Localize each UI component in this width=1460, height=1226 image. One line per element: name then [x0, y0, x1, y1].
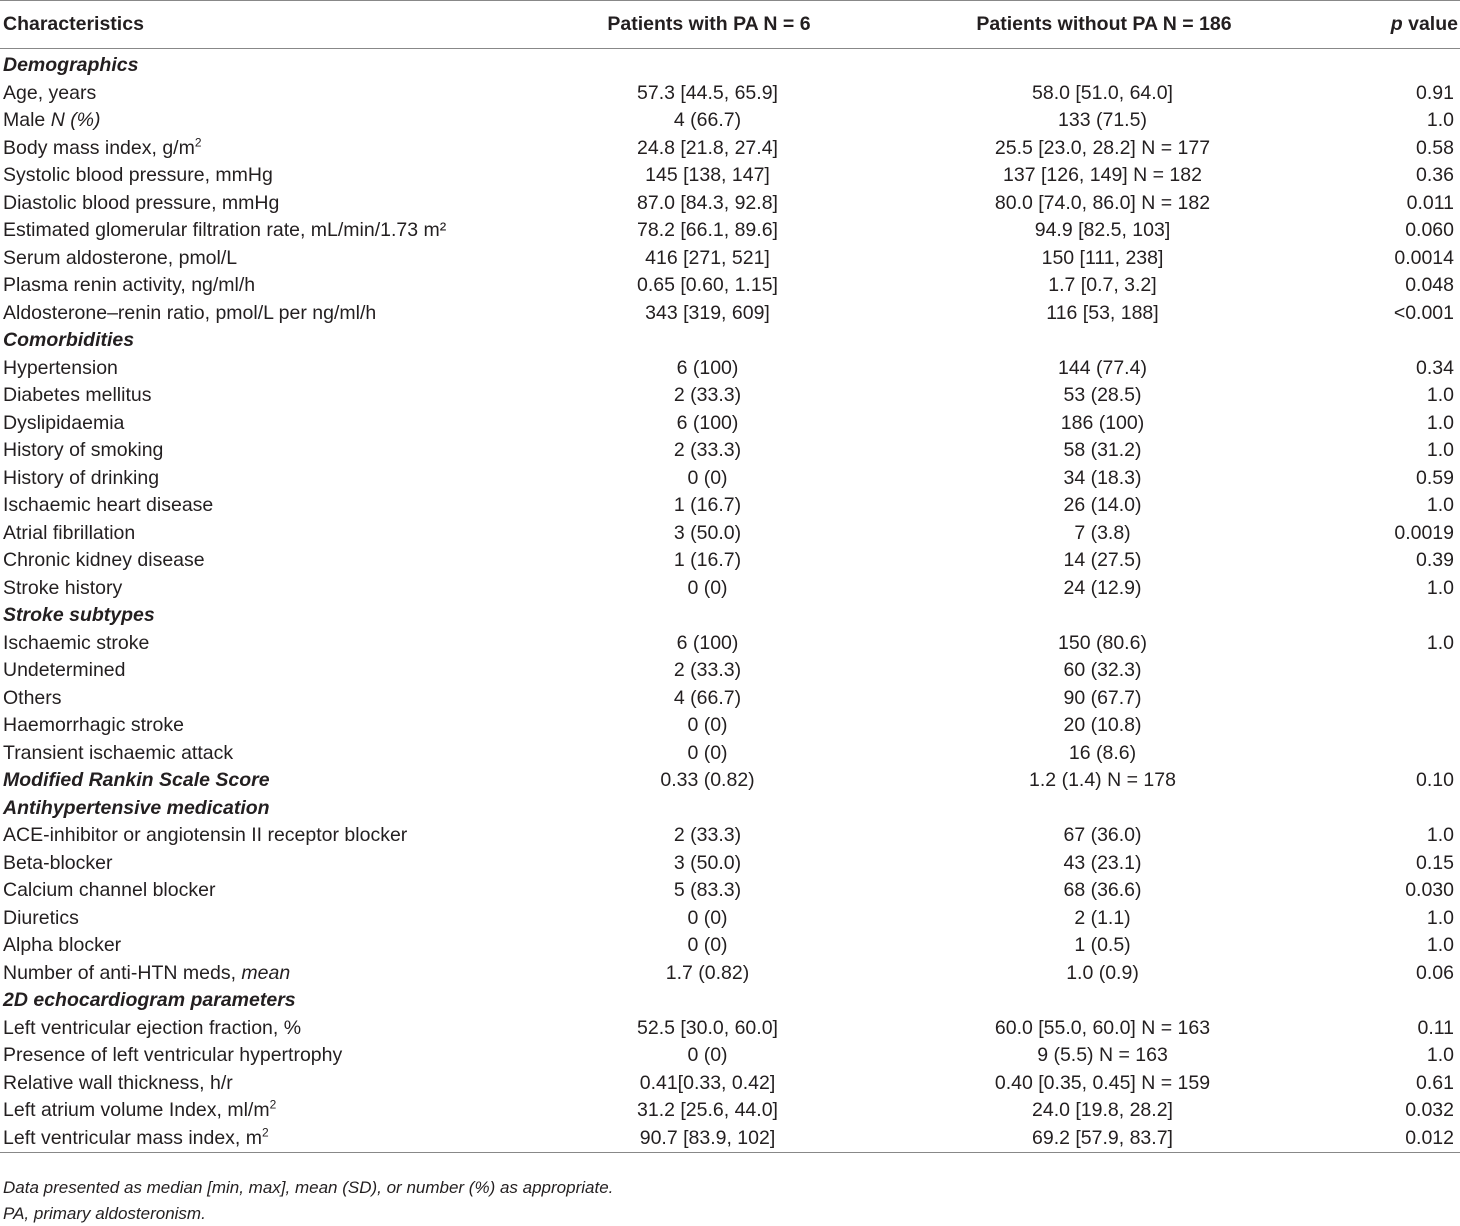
row-label-text: Hypertension	[3, 356, 118, 379]
table-row	[0, 1070, 1460, 1098]
p-value: 0.011	[1406, 191, 1454, 214]
p-value	[1355, 327, 1460, 355]
row-label-text: Antihypertensive medication	[3, 796, 270, 819]
table-row	[0, 382, 1460, 410]
row-label-text: Relative wall thickness, h/r	[3, 1071, 233, 1094]
header-p-italic: p	[1390, 13, 1403, 35]
table-row	[0, 80, 1460, 108]
with-pa-value: 343 [319, 609]	[645, 301, 770, 324]
without-pa-value: 90 (67.7)	[1063, 686, 1142, 709]
without-pa-value: 0.40 [0.35, 0.45] N = 159	[994, 1071, 1211, 1094]
table-row	[0, 190, 1460, 218]
row-label-superscript: 2	[262, 1125, 269, 1139]
p-value	[1355, 712, 1460, 740]
header-characteristics: Characteristics	[0, 1, 565, 49]
with-pa-value: 0 (0)	[687, 714, 728, 736]
p-value: 0.032	[1405, 1099, 1454, 1121]
section-row	[0, 602, 1460, 630]
row-label-text: Stroke history	[3, 576, 123, 599]
row-label	[0, 575, 565, 603]
header-without-pa: Patients without PA N = 186	[850, 1, 1355, 49]
table-body	[0, 49, 1460, 1153]
without-pa-value: 80.0 [74.0, 86.0] N = 182	[994, 191, 1211, 214]
with-pa-value: 2 (33.3)	[673, 384, 742, 406]
with-pa-value	[565, 795, 850, 823]
p-value: 0.58	[1416, 136, 1454, 159]
with-pa-value: 6 (100)	[676, 411, 739, 434]
with-pa-value: 5 (83.3)	[673, 879, 742, 901]
p-value: 1.0	[1426, 439, 1454, 461]
table-row	[0, 245, 1460, 273]
without-pa-value: 53 (28.5)	[1063, 384, 1142, 406]
row-label-text: Age, years	[3, 81, 97, 104]
with-pa-value: 90.7 [83.9, 102]	[565, 1125, 850, 1153]
p-value: 1.0	[1426, 384, 1454, 406]
row-label-text: Undetermined	[3, 659, 126, 681]
p-value	[1355, 987, 1460, 1015]
p-value: 0.59	[1416, 466, 1454, 489]
without-pa-value: 116 [53, 188]	[1046, 301, 1159, 324]
table-row	[0, 272, 1460, 300]
with-pa-value: 4 (66.7)	[673, 109, 742, 131]
row-label-text: Comorbidities	[3, 329, 135, 351]
row-label	[0, 850, 565, 878]
with-pa-value: 0.41[0.33, 0.42]	[639, 1071, 776, 1094]
row-label-text: Left ventricular mass index, m	[3, 1126, 263, 1149]
section-row	[0, 49, 1460, 80]
row-label-text: Demographics	[3, 54, 139, 76]
row-label	[0, 382, 565, 410]
p-value: 1.0	[1426, 906, 1454, 929]
with-pa-value: 0 (0)	[687, 934, 728, 956]
row-label	[0, 410, 565, 438]
table-row	[0, 107, 1460, 135]
without-pa-value: 14 (27.5)	[1063, 549, 1142, 571]
row-label-text: Modified Rankin Scale Score	[3, 769, 270, 791]
p-value: 1.0	[1426, 1044, 1454, 1066]
with-pa-value: 6 (100)	[676, 356, 739, 379]
table-row	[0, 1097, 1460, 1125]
with-pa-value: 2 (33.3)	[673, 659, 742, 681]
p-value: 1.0	[1426, 411, 1454, 434]
row-label-text: Body mass index, g/m	[3, 136, 195, 159]
row-label	[0, 960, 565, 988]
without-pa-value: 150 (80.6)	[1058, 631, 1147, 654]
with-pa-value	[565, 49, 850, 80]
row-label	[0, 80, 565, 108]
without-pa-value: 58 (31.2)	[1063, 439, 1142, 461]
header-with-pa: Patients with PA N = 6	[565, 1, 850, 49]
table-row	[0, 905, 1460, 933]
row-label-text: Calcium channel blocker	[3, 879, 216, 901]
p-value: 0.15	[1416, 851, 1454, 874]
row-label-text: Estimated glomerular filtration rate, mL/min/1.73 m²	[3, 219, 447, 241]
table-row	[0, 960, 1460, 988]
row-label	[0, 135, 565, 163]
with-pa-value: 0.33 (0.82)	[660, 769, 755, 791]
without-pa-value: 186 (100)	[1060, 411, 1145, 434]
row-label	[0, 355, 565, 383]
without-pa-value: 24.0 [19.8, 28.2]	[1032, 1099, 1173, 1121]
without-pa-value: 20 (10.8)	[1063, 714, 1142, 736]
row-label-text: Diuretics	[3, 906, 79, 929]
without-pa-value	[850, 49, 1355, 80]
with-pa-value: 6 (100)	[676, 631, 739, 654]
without-pa-value: 1 (0.5)	[1074, 934, 1131, 956]
without-pa-value: 150 [111, 238]	[1041, 246, 1164, 269]
without-pa-value: 58.0 [51.0, 64.0]	[1032, 81, 1173, 104]
without-pa-value: 43 (23.1)	[1063, 851, 1142, 874]
with-pa-value: 4 (66.7)	[673, 686, 742, 709]
p-value: 0.0019	[1394, 521, 1454, 544]
row-label-text: Beta-blocker	[3, 851, 113, 874]
row-label	[0, 905, 565, 933]
with-pa-value: 1.7 (0.82)	[665, 961, 750, 984]
with-pa-value: 0 (0)	[687, 576, 728, 599]
table-row	[0, 630, 1460, 658]
section-heading	[0, 795, 565, 823]
row-label-text: History of drinking	[3, 466, 160, 489]
table-row	[0, 877, 1460, 905]
row-label-text: ACE-inhibitor or angiotensin II receptor blocker	[3, 824, 408, 846]
table-row	[0, 932, 1460, 960]
p-value: 0.048	[1405, 274, 1454, 296]
row-label	[0, 1125, 565, 1153]
row-label-italic: N (%)	[50, 109, 101, 131]
p-value	[1355, 740, 1460, 768]
with-pa-value: 2 (33.3)	[673, 439, 742, 461]
p-value	[1355, 49, 1460, 80]
without-pa-value	[850, 795, 1355, 823]
with-pa-value: 1 (16.7)	[673, 494, 742, 516]
row-label-text: Others	[3, 686, 62, 709]
p-value: 0.012	[1355, 1125, 1460, 1153]
table-row	[0, 822, 1460, 850]
table-row	[0, 437, 1460, 465]
row-label-text: History of smoking	[3, 439, 164, 461]
table-row	[0, 1042, 1460, 1070]
table-row	[0, 740, 1460, 768]
p-value: 0.10	[1416, 769, 1454, 791]
row-label	[0, 107, 565, 135]
row-label-text: Ischaemic stroke	[3, 631, 150, 654]
without-pa-value: 60 (32.3)	[1063, 659, 1142, 681]
with-pa-value: 57.3 [44.5, 65.9]	[637, 81, 778, 104]
row-label-text: Aldosterone–renin ratio, pmol/L per ng/ml/h	[3, 301, 377, 324]
without-pa-value: 2 (1.1)	[1074, 906, 1131, 929]
table-row	[0, 465, 1460, 493]
without-pa-value: 24 (12.9)	[1063, 576, 1142, 599]
table-row	[0, 1015, 1460, 1043]
with-pa-value: 416 [271, 521]	[645, 246, 770, 269]
without-pa-value	[850, 327, 1355, 355]
row-label	[0, 190, 565, 218]
row-label-text: Number of anti-HTN meds,	[3, 961, 242, 984]
row-label-superscript: 2	[269, 1097, 277, 1112]
with-pa-value: 24.8 [21.8, 27.4]	[637, 136, 778, 159]
row-label-text: Diabetes mellitus	[3, 384, 152, 406]
row-label-text: Alpha blocker	[3, 934, 122, 956]
row-label	[0, 492, 565, 520]
with-pa-value	[565, 987, 850, 1015]
without-pa-value: 60.0 [55.0, 60.0] N = 163	[994, 1016, 1211, 1039]
row-label	[0, 272, 565, 300]
header-row	[0, 1, 1460, 49]
row-label	[0, 465, 565, 493]
without-pa-value: 133 (71.5)	[1058, 109, 1147, 131]
table-row	[0, 520, 1460, 548]
section-row	[0, 767, 1460, 795]
p-value: 0.34	[1416, 356, 1454, 379]
row-label-text: Haemorrhagic stroke	[3, 714, 184, 736]
with-pa-value: 31.2 [25.6, 44.0]	[637, 1099, 778, 1121]
row-label	[0, 1097, 565, 1125]
p-value: 0.91	[1416, 81, 1454, 104]
without-pa-value: 69.2 [57.9, 83.7]	[850, 1125, 1355, 1153]
table-row	[0, 355, 1460, 383]
p-value: 0.11	[1417, 1016, 1454, 1039]
p-value	[1355, 602, 1460, 630]
without-pa-value: 9 (5.5) N = 163	[1037, 1044, 1168, 1066]
with-pa-value: 1 (16.7)	[673, 549, 742, 571]
table-row	[0, 300, 1460, 328]
row-label-text: Systolic blood pressure, mmHg	[3, 164, 273, 186]
row-label	[0, 547, 565, 575]
with-pa-value: 0 (0)	[687, 741, 728, 764]
with-pa-value: 2 (33.3)	[673, 824, 742, 846]
row-label	[0, 520, 565, 548]
p-value: 0.61	[1416, 1071, 1454, 1094]
row-label	[0, 245, 565, 273]
section-heading	[0, 327, 565, 355]
with-pa-value: 145 [138, 147]	[645, 164, 770, 186]
with-pa-value	[565, 602, 850, 630]
table-row	[0, 547, 1460, 575]
table-row	[0, 162, 1460, 190]
table-row	[0, 712, 1460, 740]
table-row	[0, 410, 1460, 438]
without-pa-value	[850, 602, 1355, 630]
section-row	[0, 327, 1460, 355]
row-label	[0, 685, 565, 713]
without-pa-value: 94.9 [82.5, 103]	[1034, 219, 1171, 241]
row-label-italic: mean	[241, 961, 291, 984]
p-value: 0.030	[1405, 879, 1454, 901]
row-label	[0, 630, 565, 658]
p-value: 0.0014	[1394, 246, 1454, 269]
with-pa-value: 87.0 [84.3, 92.8]	[637, 191, 778, 214]
section-row	[0, 795, 1460, 823]
row-label	[0, 437, 565, 465]
without-pa-value: 25.5 [23.0, 28.2] N = 177	[994, 136, 1211, 159]
without-pa-value: 144 (77.4)	[1058, 356, 1147, 379]
without-pa-value: 68 (36.6)	[1063, 879, 1142, 901]
section-heading	[0, 49, 565, 80]
p-value: 0.39	[1416, 549, 1454, 571]
with-pa-value: 3 (50.0)	[673, 521, 742, 544]
with-pa-value: 3 (50.0)	[673, 851, 742, 874]
with-pa-value: 52.5 [30.0, 60.0]	[637, 1016, 778, 1039]
p-value	[1355, 685, 1460, 713]
row-label-text: Left ventricular ejection fraction, %	[3, 1016, 302, 1039]
with-pa-value: 78.2 [66.1, 89.6]	[637, 219, 778, 241]
row-label-text: Diastolic blood pressure, mmHg	[3, 191, 280, 214]
p-value: 1.0	[1426, 934, 1454, 956]
without-pa-value: 26 (14.0)	[1063, 494, 1142, 516]
table-row	[0, 217, 1460, 245]
table-row	[0, 135, 1460, 163]
row-label	[0, 822, 565, 850]
footnote-pa-abbrev: PA, primary aldosteronism.	[3, 1204, 206, 1223]
row-label	[0, 932, 565, 960]
row-label	[0, 1042, 565, 1070]
row-label	[0, 1070, 565, 1098]
row-label-text: 2D echocardiogram parameters	[3, 989, 296, 1011]
without-pa-value: 137 [126, 149] N = 182	[1003, 164, 1202, 186]
header-p-value	[1355, 1, 1460, 49]
row-label	[0, 657, 565, 685]
without-pa-value: 16 (8.6)	[1068, 741, 1137, 764]
without-pa-value: 1.7 [0.7, 3.2]	[1048, 274, 1157, 296]
row-label-text: Serum aldosterone, pmol/L	[3, 246, 238, 269]
row-label-text: Presence of left ventricular hypertrophy	[3, 1044, 343, 1066]
with-pa-value: 0.65 [0.60, 1.15]	[637, 274, 778, 296]
p-value	[1355, 795, 1460, 823]
section-heading	[0, 602, 565, 630]
without-pa-value: 1.2 (1.4) N = 178	[1029, 769, 1176, 791]
row-label-text: Chronic kidney disease	[3, 549, 205, 571]
p-value: <0.001	[1393, 301, 1454, 324]
table-row	[0, 657, 1460, 685]
row-label	[0, 740, 565, 768]
row-label-text: Stroke subtypes	[3, 604, 155, 626]
p-value: 1.0	[1426, 494, 1454, 516]
row-label-superscript: 2	[194, 135, 202, 149]
row-label	[0, 217, 565, 245]
without-pa-value: 1.0 (0.9)	[1066, 961, 1139, 984]
p-value	[1355, 657, 1460, 685]
with-pa-value: 0 (0)	[687, 466, 728, 489]
p-value: 1.0	[1426, 824, 1454, 846]
row-label-text: Dyslipidaemia	[3, 411, 125, 434]
section-row	[0, 987, 1460, 1015]
table-row	[0, 850, 1460, 878]
with-pa-value	[565, 327, 850, 355]
without-pa-value	[850, 987, 1355, 1015]
with-pa-value: 0 (0)	[687, 1044, 728, 1066]
without-pa-value: 67 (36.0)	[1063, 824, 1142, 846]
section-heading	[0, 767, 565, 795]
without-pa-value: 34 (18.3)	[1063, 466, 1142, 489]
p-value: 0.060	[1405, 219, 1454, 241]
without-pa-value: 7 (3.8)	[1074, 521, 1131, 544]
row-label-text: Left atrium volume Index, ml/m	[3, 1099, 270, 1121]
row-label-text: Male	[3, 109, 51, 131]
p-value: 0.36	[1416, 164, 1454, 186]
row-label	[0, 300, 565, 328]
table-row	[0, 1125, 1460, 1153]
header-p-rest: value	[1402, 13, 1458, 35]
row-label	[0, 877, 565, 905]
section-heading	[0, 987, 565, 1015]
row-label-text: Plasma renin activity, ng/ml/h	[3, 274, 256, 296]
p-value: 1.0	[1426, 109, 1454, 131]
p-value: 1.0	[1426, 576, 1454, 599]
row-label-text: Ischaemic heart disease	[3, 494, 214, 516]
row-label-text: Transient ischaemic attack	[3, 741, 234, 764]
row-label	[0, 162, 565, 190]
p-value: 0.06	[1416, 961, 1454, 984]
row-label	[0, 712, 565, 740]
with-pa-value: 0 (0)	[687, 906, 728, 929]
footnote-data-presented: Data presented as median [min, max], mean (SD), or number (%) as appropriate.	[3, 1178, 614, 1197]
p-value: 1.0	[1426, 631, 1454, 654]
table-row	[0, 685, 1460, 713]
table-row	[0, 492, 1460, 520]
row-label	[0, 1015, 565, 1043]
table-row	[0, 575, 1460, 603]
row-label-text: Atrial fibrillation	[3, 521, 136, 544]
